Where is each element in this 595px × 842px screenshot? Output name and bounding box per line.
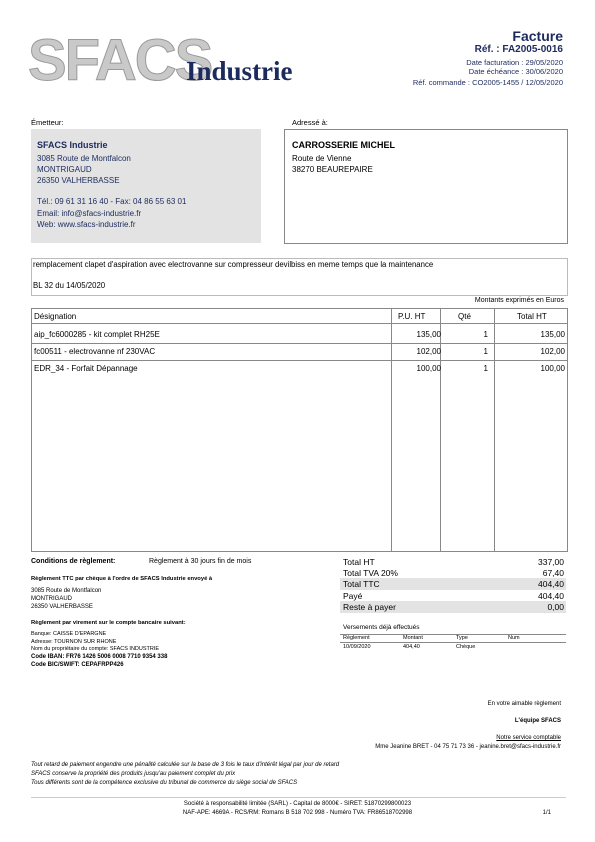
conditions-label: Conditions de règlement: [31,558,116,565]
total-row [340,601,566,613]
row-total: 102,00 [540,347,565,356]
issuer-email[interactable]: Email: info@sfacs-industrie.fr [37,209,142,218]
cheque-address-line: MONTRIGAUD [31,596,72,602]
issuer-phone-fax: Tél.: 09 61 31 16 40 - Fax: 04 86 55 63 01 [37,197,187,206]
recipient-name: CARROSSERIE MICHEL [292,140,396,150]
recipient-label: Adressé à: [292,118,328,127]
row-quantity: 1 [483,347,488,356]
legal-note: Tous différents sont de la compétence exclusive du tribunal de commerce du siège social de SFACS [31,780,298,786]
cheque-address-line: 26350 VALHERBASSE [31,604,93,610]
closing-team: L'équipe SFACS [514,718,561,724]
total-label: Payé [343,591,363,601]
invoice-date: Date facturation : 29/05/2020 [466,58,563,67]
row-designation: fc00511 - electrovanne nf 230VAC [34,347,156,356]
cheque-address-line: 3085 Route de Montfalcon [31,588,102,594]
row-total: 100,00 [540,364,565,373]
closing-service: Notre service comptable [496,735,561,741]
conditions-value: Règlement à 30 jours fin de mois [149,558,252,565]
payments-header-type: Type [456,635,468,641]
row-quantity: 1 [483,364,488,373]
bank-address: Adresse: TOURNON SUR RHONE [31,639,117,645]
total-value: 404,40 [538,579,564,589]
footer-divider [31,797,566,798]
currency-note: Montants exprimés en Euros [474,297,564,304]
logo-graphic [28,30,318,92]
company-logo [28,30,318,92]
footer-registration: NAF-APE: 4669A - RCS/RM: Romans B 518 702 998 - Numéro TVA: FR86518702998 [182,810,413,816]
total-value: 404,40 [538,591,564,601]
recipient-box [284,129,568,244]
row-unit-price: 100,00 [416,364,441,373]
row-divider [32,360,567,361]
payments-divider [340,642,566,643]
header-divider [32,323,567,324]
closing-greeting: En votre aimable règlement [487,701,561,707]
remark-text: remplacement clapet d'aspiration avec electrovanne sur compresseur devilbiss en meme temps que la maintenance [33,260,434,269]
total-label: Reste à payer [343,602,396,612]
due-date: Date échéance : 30/06/2020 [468,67,563,76]
recipient-postcode: 38270 BEAUREPAIRE [292,165,373,174]
issuer-address: 3085 Route de Montfalcon [37,154,131,163]
issuer-box [31,129,261,243]
total-value: 337,00 [538,557,564,567]
column-divider [494,309,495,551]
delivery-note: BL 32 du 14/05/2020 [33,281,106,290]
column-divider [391,309,392,551]
row-designation: aip_fc6000285 - kit complet RH25E [34,330,160,339]
total-row [340,578,566,590]
logo-wordmark: Industrie [186,56,293,86]
invoice-reference: Réf. : FA2005-0016 [474,44,563,55]
total-label: Total HT [343,557,375,567]
row-divider [32,343,567,344]
total-value: 0,00 [547,602,564,612]
row-designation: EDR_34 - Forfait Dépannage [34,364,138,373]
total-label: Total TVA 20% [343,568,398,578]
total-label: Total TTC [343,579,380,589]
recipient-address: Route de Vienne [292,154,352,163]
document-type: Facture [512,28,563,44]
transfer-title: Règlement par virement sur le compte bancaire suivant: [31,620,186,626]
payment-date: 10/09/2020 [343,644,371,650]
payment-amount: 404,40 [403,644,420,650]
footer-company-info: Société à responsabilité limitée (SARL) - Capital de 8000€ - SIRET: 51870299800023 [183,801,412,807]
payments-header-num: Num [508,635,520,641]
closing-contact[interactable]: Mme Jeanine BRET - 04 75 71 73 36 - jeanine.bret@sfacs-industrie.fr [375,744,561,750]
cheque-title: Règlement TTC par chèque à l'ordre de SFACS Industrie envoyé à [31,576,213,582]
page-number: 1/1 [542,810,551,816]
payments-header-method: Règlement [343,635,370,641]
legal-note: Tout retard de paiement engendre une pénalité calculée sur la base de 3 fois le taux d'intérêt légal par jour de retard [31,762,340,768]
order-reference: Réf. commande : CO2005-1455 / 12/05/2020 [412,78,563,87]
remark-box [31,258,568,296]
header-quantity: Qté [458,312,471,321]
header-total: Total HT [517,312,547,321]
issuer-name: SFACS Industrie [37,140,108,150]
header-designation: Désignation [34,312,77,321]
column-divider [440,309,441,551]
legal-note: SFACS conserve la propriété des produits jusqu'au paiement complet du prix [31,771,236,777]
issuer-label: Émetteur: [31,118,64,127]
issuer-website[interactable]: Web: www.sfacs-industrie.fr [37,220,136,229]
payments-title: Versements déjà effectués [343,624,420,631]
row-quantity: 1 [483,330,488,339]
issuer-city: MONTRIGAUD [37,165,92,174]
account-holder: Nom du propriétaire du compte: SFACS INDUSTRIE [31,646,160,652]
row-unit-price: 102,00 [416,347,441,356]
bank-name: Banque: CAISSE D'EPARGNE [31,631,107,637]
iban: Code IBAN: FR76 1426 5006 0008 7710 9354 338 [31,654,168,660]
total-value: 67,40 [542,568,564,578]
header-unit-price: P.U. HT [398,312,426,321]
logo-mark: SFACS [28,30,212,92]
payments-header-amount: Montant [403,635,423,641]
issuer-postcode: 26350 VALHERBASSE [37,176,120,185]
payments-divider [340,634,566,635]
payment-type: Chèque [456,644,476,650]
row-unit-price: 135,00 [416,330,441,339]
items-table [31,308,568,552]
bic: Code BIC/SWIFT: CEPAFRPP426 [31,662,124,668]
row-total: 135,00 [540,330,565,339]
